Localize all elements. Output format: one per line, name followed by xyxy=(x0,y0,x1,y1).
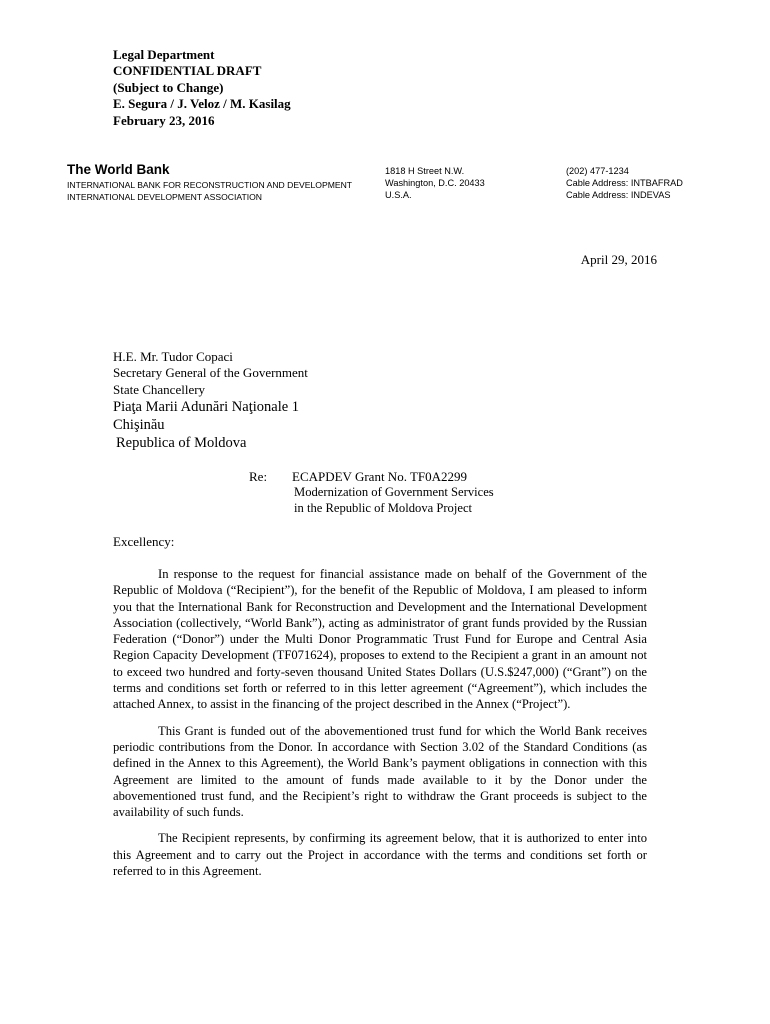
letterhead-country: U.S.A. xyxy=(385,190,412,201)
letterhead-name: The World Bank xyxy=(67,162,170,177)
draft-header-confidential: CONFIDENTIAL DRAFT xyxy=(113,63,262,79)
letter-date: April 29, 2016 xyxy=(580,252,657,267)
letterhead-address xyxy=(385,165,485,202)
recipient-country: Republica of Moldova xyxy=(116,435,247,452)
letterhead-street: 1818 H Street N.W. xyxy=(385,166,465,176)
recipient-street: Piaţa Marii Adunări Naţionale 1 xyxy=(113,399,300,416)
draft-header-department: Legal Department xyxy=(113,47,215,62)
letterhead-org-ibrd: INTERNATIONAL BANK FOR RECONSTRUCTION AND DEVELOPMENT xyxy=(67,180,353,190)
salutation: Excellency: xyxy=(113,534,175,549)
reference-label: Re: xyxy=(249,469,268,484)
reference-project-title: Modernization of Government Services xyxy=(294,484,494,499)
letterhead-organizations xyxy=(67,179,352,203)
letterhead-phone: (202) 477-1234 xyxy=(566,166,629,176)
letterhead-city: Washington, D.C. 20433 xyxy=(385,178,485,189)
draft-header-date: February 23, 2016 xyxy=(113,112,215,128)
letterhead-contact xyxy=(566,165,683,202)
draft-header-authors: E. Segura / J. Veloz / M. Kasilag xyxy=(113,96,291,112)
recipient-address xyxy=(113,349,308,452)
body-paragraph: This Grant is funded out of the abovementioned trust fund for which the World Bank receives periodic contributions from the Donor. In accordance with Section 3.02 of the Standard Conditions (as defined in the Annex to this Agreement), the World Bank’s payment obligations in connection with this Agreement are limited to the amount of funds made available to it by the Donor under the abovementioned trust fund, and the Recipient’s right to withdraw the Grant proceeds is subject to the availability of such funds. xyxy=(113,723,647,820)
letterhead-cable-2: Cable Address: INDEVAS xyxy=(566,190,671,201)
draft-header xyxy=(113,47,291,129)
reference-subject xyxy=(292,469,494,516)
letterhead-cable-1: Cable Address: INTBAFRAD xyxy=(566,178,683,189)
letter-body xyxy=(113,566,647,889)
letterhead-org-ida: INTERNATIONAL DEVELOPMENT ASSOCIATION xyxy=(67,192,262,202)
body-paragraph: In response to the request for financial assistance made on behalf of the Government of the Republic of Moldova (“Recipient”), for the benefit of the Republic of Moldova, I am pleased to inform you that the International Bank for Reconstruction and Development and the International Development Association (collectively, “World Bank”), acting as administrator of grant funds provided by the Russian Federation (“Donor”) under the Multi Donor Programmatic Trust Fund for Europe and Central Asia Region Capacity Development (TF071624), proposes to extend to the Recipient a grant in an amount not to exceed two hundred and forty-seven thousand United States Dollars (U.S.$247,000) (“Grant”) on the terms and conditions set forth or referred to in this letter agreement (“Agreement”), which includes the attached Annex, to assist in the financing of the project described in the Annex (“Project”). xyxy=(113,567,647,712)
recipient-title: Secretary General of the Government xyxy=(113,365,308,381)
reference-grant-number: ECAPDEV Grant No. TF0A2299 xyxy=(292,469,468,484)
reference-project-title-cont: in the Republic of Moldova Project xyxy=(294,500,473,515)
recipient-name: H.E. Mr. Tudor Copaci xyxy=(113,349,233,364)
body-paragraph: The Recipient represents, by confirming its agreement below, that it is authorized to enter into this Agreement and to carry out the Project in accordance with the terms and conditions set forth or referred to in this Agreement. xyxy=(113,831,647,879)
recipient-city: Chişinău xyxy=(113,417,165,434)
recipient-office: State Chancellery xyxy=(113,381,206,397)
draft-header-subject: (Subject to Change) xyxy=(113,79,224,95)
